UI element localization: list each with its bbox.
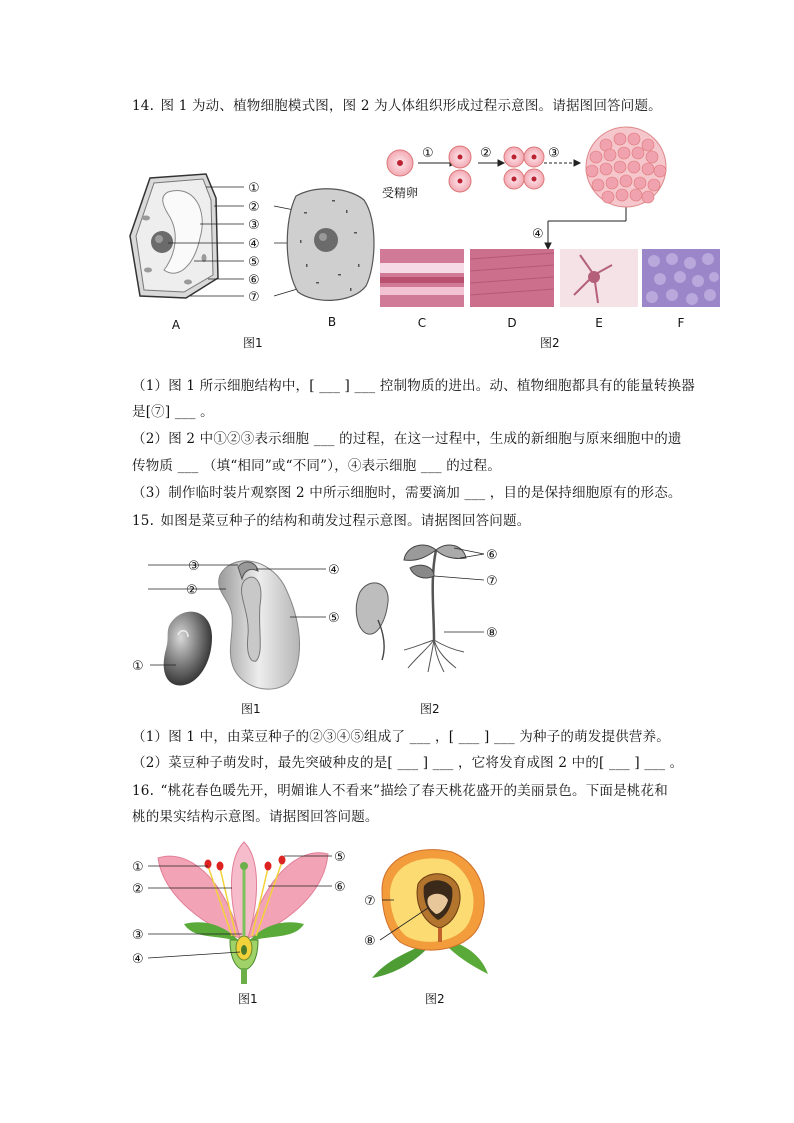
q16-figure2 [360,842,500,982]
q15-number: 15. [132,513,155,529]
fruit-label-7: ⑦ [364,894,376,909]
q15-sub1: （1）图 1 中，由菜豆种子的②③④⑤组成了 ___ ，[ ___ ] ___ 为种子的萌发提供营养。 [132,729,670,745]
seedling-label-8: ⑧ [486,626,498,641]
cell-b-label: B [327,315,337,329]
q14-sub2-line1: （2）图 2 中①②③表示细胞 ___ 的过程，在这一过程中，生成的新细胞与原来细胞中的遗 [132,431,682,447]
flower-label-2: ② [132,882,144,897]
flower-label-3: ③ [132,928,144,943]
q14-stem [132,97,662,115]
fig1-label-6: ⑥ [248,273,260,288]
q14-figure2 [380,125,725,335]
fig1-label-1: ① [248,181,260,196]
q14-fig1-caption: 图1 [243,336,263,350]
tissue-e [560,249,638,330]
q14-figure1 [128,170,380,330]
q14-stem-text: 图 1 为动、植物细胞模式图，图 2 为人体组织形成过程示意图。请据图回答问题。 [160,98,662,114]
tissue-c [380,249,464,330]
seed-label-1: ① [132,659,144,674]
plant-cell-a [130,174,218,330]
q16-stem-line2: 桃的果实结构示意图。请据图回答问题。 [132,809,379,825]
tissue-c-label: C [417,316,427,330]
tissue-f [642,249,720,330]
flower-label-1: ① [132,860,144,875]
q14-sub3: （3）制作临时装片观察图 2 中所示细胞时，需要滴加 ___ ，目的是保持细胞原有的形态。 [132,485,682,501]
cell-a-label: A [171,318,181,330]
fig1-label-4: ④ [248,237,260,252]
seed-label-5: ⑤ [328,611,340,626]
cell-cluster [586,127,666,207]
seed-label-4: ④ [328,563,340,578]
seedling-label-7: ⑦ [486,574,498,589]
q15-figure1 [128,545,358,695]
q15-stem [132,512,530,530]
step-3: ③ [548,146,560,161]
q14-sub2-line2: 传物质 ___ （填“相同”或“不同”），④表示细胞 ___ 的过程。 [132,458,502,474]
q15-fig1-caption: 图1 [241,702,261,716]
q14-number: 14. [132,98,155,114]
q16-fig1-caption: 图1 [238,992,258,1006]
fig1-label-7: ⑦ [248,290,260,305]
step-4: ④ [532,227,544,242]
q14-sub1-line2: 是[⑦] ___ 。 [132,404,214,420]
flower-label-4: ④ [132,952,144,967]
zygote-label: 受精卵 [382,186,419,200]
q15-sub2: （2）菜豆种子萌发时，最先突破种皮的是[ ___ ] ___ ，它将发育成图 2 中的[ ___ ] ___ 。 [132,755,684,771]
flower-label-6: ⑥ [334,880,346,895]
q16-stem-text1: “桃花春色暖先开，明媚谁人不看来”描绘了春天桃花盛开的美丽景色。下面是桃花和 [160,783,668,799]
tissue-e-label: E [595,316,603,330]
step-2: ② [480,146,492,161]
fig1-label-2: ② [248,200,260,215]
fig1-label-3: ③ [248,218,260,233]
seed-label-2: ② [186,583,198,598]
animal-cell-b [287,189,374,329]
q16-figure1 [128,838,360,988]
q14-sub1-line1: （1）图 1 所示细胞结构中，[ ___ ] ___ 控制物质的进出。动、植物细胞都具有的能量转换器 [132,378,695,394]
q16-number: 16. [132,783,155,799]
tissue-d [470,249,554,330]
step-1: ① [422,146,434,161]
seedling-label-6: ⑥ [486,548,498,563]
q14-fig2-caption: 图2 [540,336,560,350]
seed-whole [164,612,212,686]
fruit-label-8: ⑧ [364,934,376,949]
q16-stem-line1 [132,782,668,800]
tissue-d-label: D [507,316,517,330]
flower-label-5: ⑤ [334,850,346,865]
tissue-f-label: F [677,316,685,330]
seed-label-3: ③ [188,559,200,574]
q16-fig2-caption: 图2 [425,992,445,1006]
fig1-label-5: ⑤ [248,255,260,270]
q15-fig2-caption: 图2 [420,702,440,716]
q15-figure2 [348,540,508,675]
q15-stem-text: 如图是菜豆种子的结构和萌发过程示意图。请据图回答问题。 [160,513,531,529]
